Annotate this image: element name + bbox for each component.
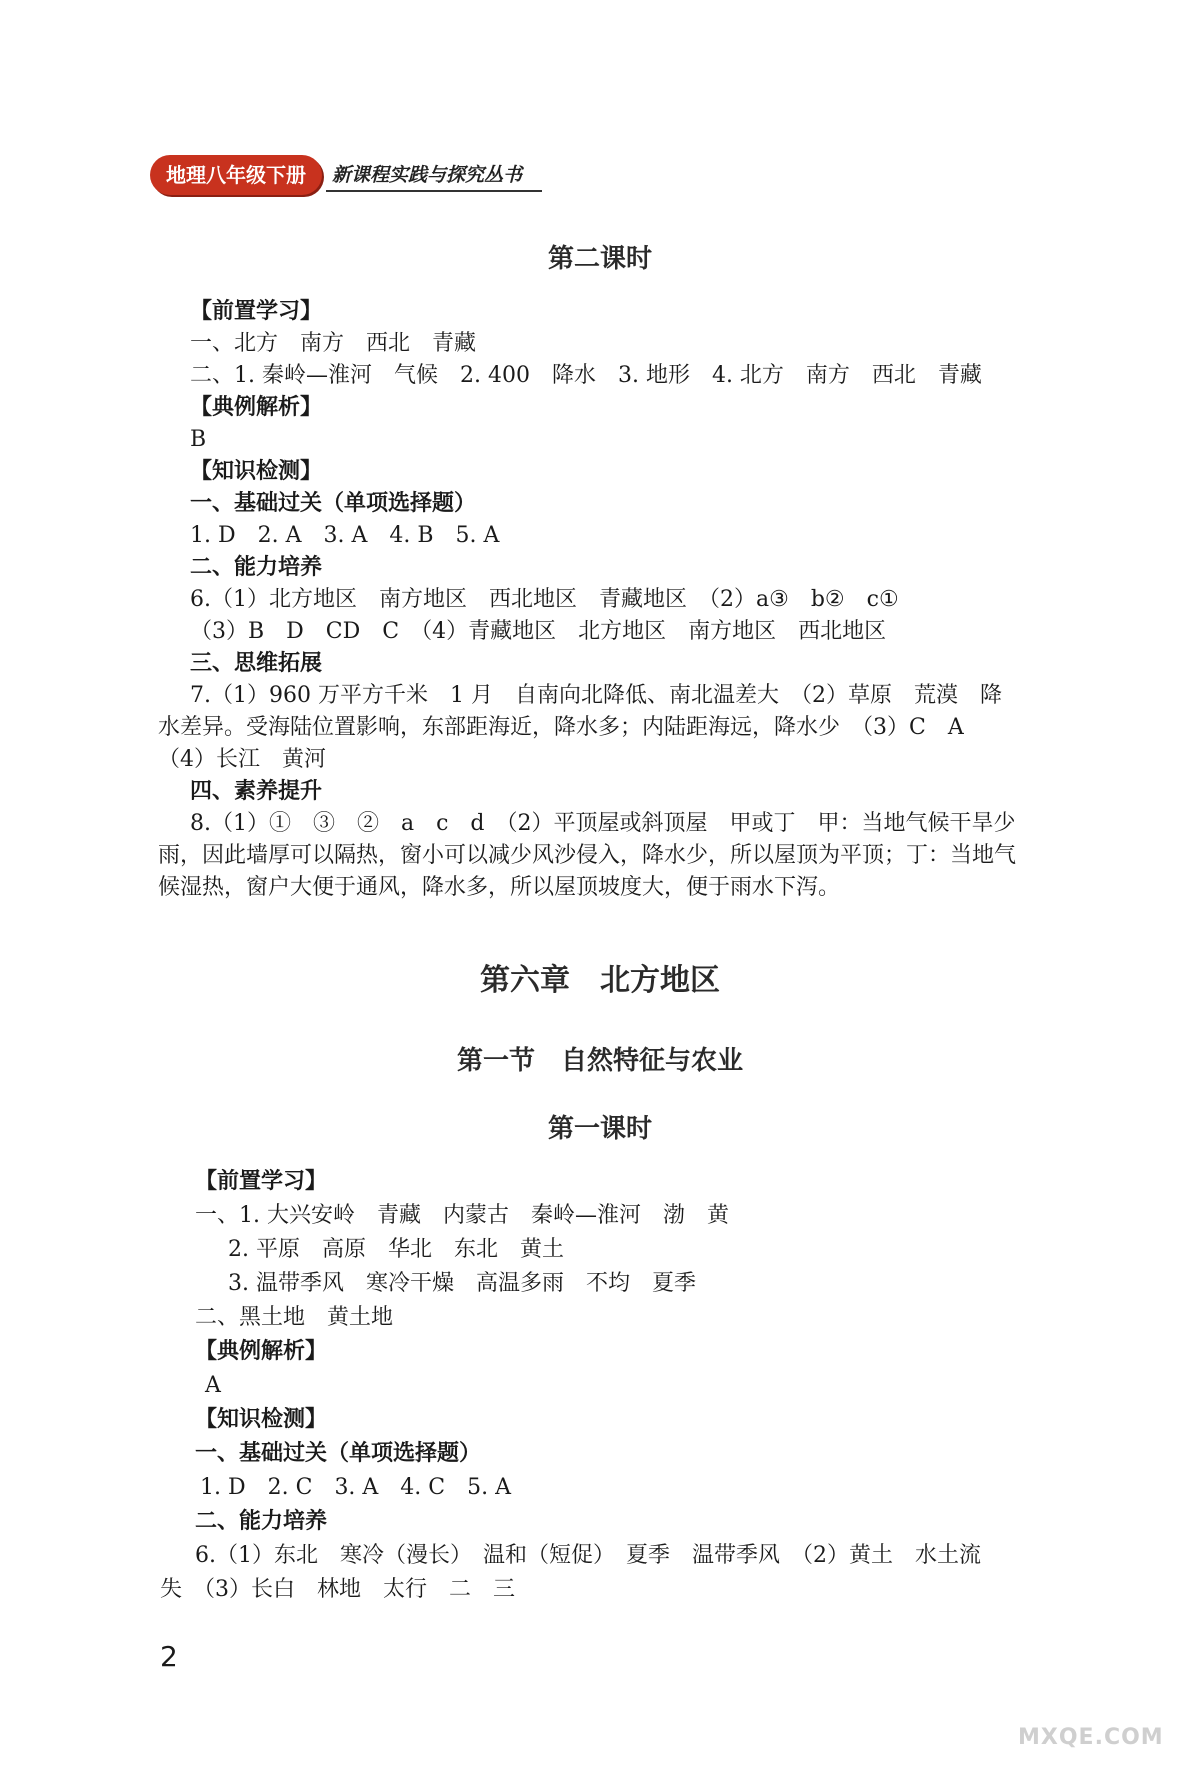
answer-line: 2. 平原 高原 华北 东北 黄土 <box>228 1237 564 1262</box>
heading-check: 【知识检测】 <box>195 1407 328 1432</box>
answer-line: （3）B D CD C （4）青藏地区 北方地区 南方地区 西北地区 <box>190 619 887 644</box>
heading-check: 【知识检测】 <box>190 459 323 484</box>
book-title-badge: 地理八年级下册 <box>150 155 322 195</box>
subheading: 二、能力培养 <box>190 555 323 580</box>
chapter-title: 第六章 北方地区 <box>480 963 720 998</box>
answer-line: A <box>205 1373 221 1398</box>
subheading: 四、素养提升 <box>190 779 323 804</box>
answer-line: 候湿热，窗户大便于通风，降水多，所以屋顶坡度大，便于雨水下泻。 <box>158 875 841 900</box>
series-title: 新课程实践与探究丛书 <box>332 164 523 186</box>
subheading: 一、基础过关（单项选择题） <box>190 491 477 516</box>
answer-line: （4）长江 黄河 <box>158 747 326 772</box>
answer-line: 失 （3）长白 林地 太行 二 三 <box>160 1577 515 1602</box>
lesson-title-1: 第一课时 <box>547 1114 652 1144</box>
heading-preview: 【前置学习】 <box>195 1169 328 1194</box>
answer-line: 6.（1）东北 寒冷（漫长） 温和（短促） 夏季 温带季风 （2）黄土 水土流 <box>195 1543 981 1568</box>
heading-preview: 【前置学习】 <box>190 299 323 324</box>
header-rule <box>326 190 542 192</box>
subheading: 一、基础过关（单项选择题） <box>195 1441 482 1466</box>
answer-line: 二、1. 秦岭—淮河 气候 2. 400 降水 3. 地形 4. 北方 南方 西北 青藏 <box>190 363 982 388</box>
answer-line: 水差异。受海陆位置影响，东部距海近，降水多；内陆距海远，降水少 （3）C A <box>158 715 964 740</box>
heading-example: 【典例解析】 <box>195 1339 328 1364</box>
page-number: 2 <box>160 1640 178 1673</box>
answer-line: 1. D 2. C 3. A 4. C 5. A <box>200 1475 511 1500</box>
heading-example: 【典例解析】 <box>190 395 323 420</box>
answer-line: 6.（1）北方地区 南方地区 西北地区 青藏地区 （2）a③ b② c① <box>190 587 899 612</box>
answer-line: 一、北方 南方 西北 青藏 <box>190 331 477 356</box>
answer-line: 8.（1）① ③ ② a c d （2）平顶屋或斜顶屋 甲或丁 甲：当地气候干旱少 <box>190 811 1016 836</box>
watermark: MXQE.COM <box>1018 1725 1164 1750</box>
answer-line: 雨，因此墙厚可以隔热，窗小可以减少风沙侵入，降水少，所以屋顶为平顶；丁：当地气 <box>158 843 1017 868</box>
answer-line: 3. 温带季风 寒冷干燥 高温多雨 不均 夏季 <box>228 1271 696 1296</box>
subheading: 二、能力培养 <box>195 1509 328 1534</box>
answer-line: B <box>190 427 207 452</box>
answer-line: 7.（1）960 万平方千米 1 月 自南向北降低、南北温差大 （2）草原 荒漠 降 <box>190 683 1002 708</box>
section-title: 第一节 自然特征与农业 <box>456 1046 743 1076</box>
subheading: 三、思维拓展 <box>190 651 323 676</box>
answer-line: 一、1. 大兴安岭 青藏 内蒙古 秦岭—淮河 渤 黄 <box>195 1203 729 1228</box>
answer-line: 二、黑土地 黄土地 <box>195 1305 394 1330</box>
lesson-title-2: 第二课时 <box>547 244 652 274</box>
answer-line: 1. D 2. A 3. A 4. B 5. A <box>190 523 500 548</box>
